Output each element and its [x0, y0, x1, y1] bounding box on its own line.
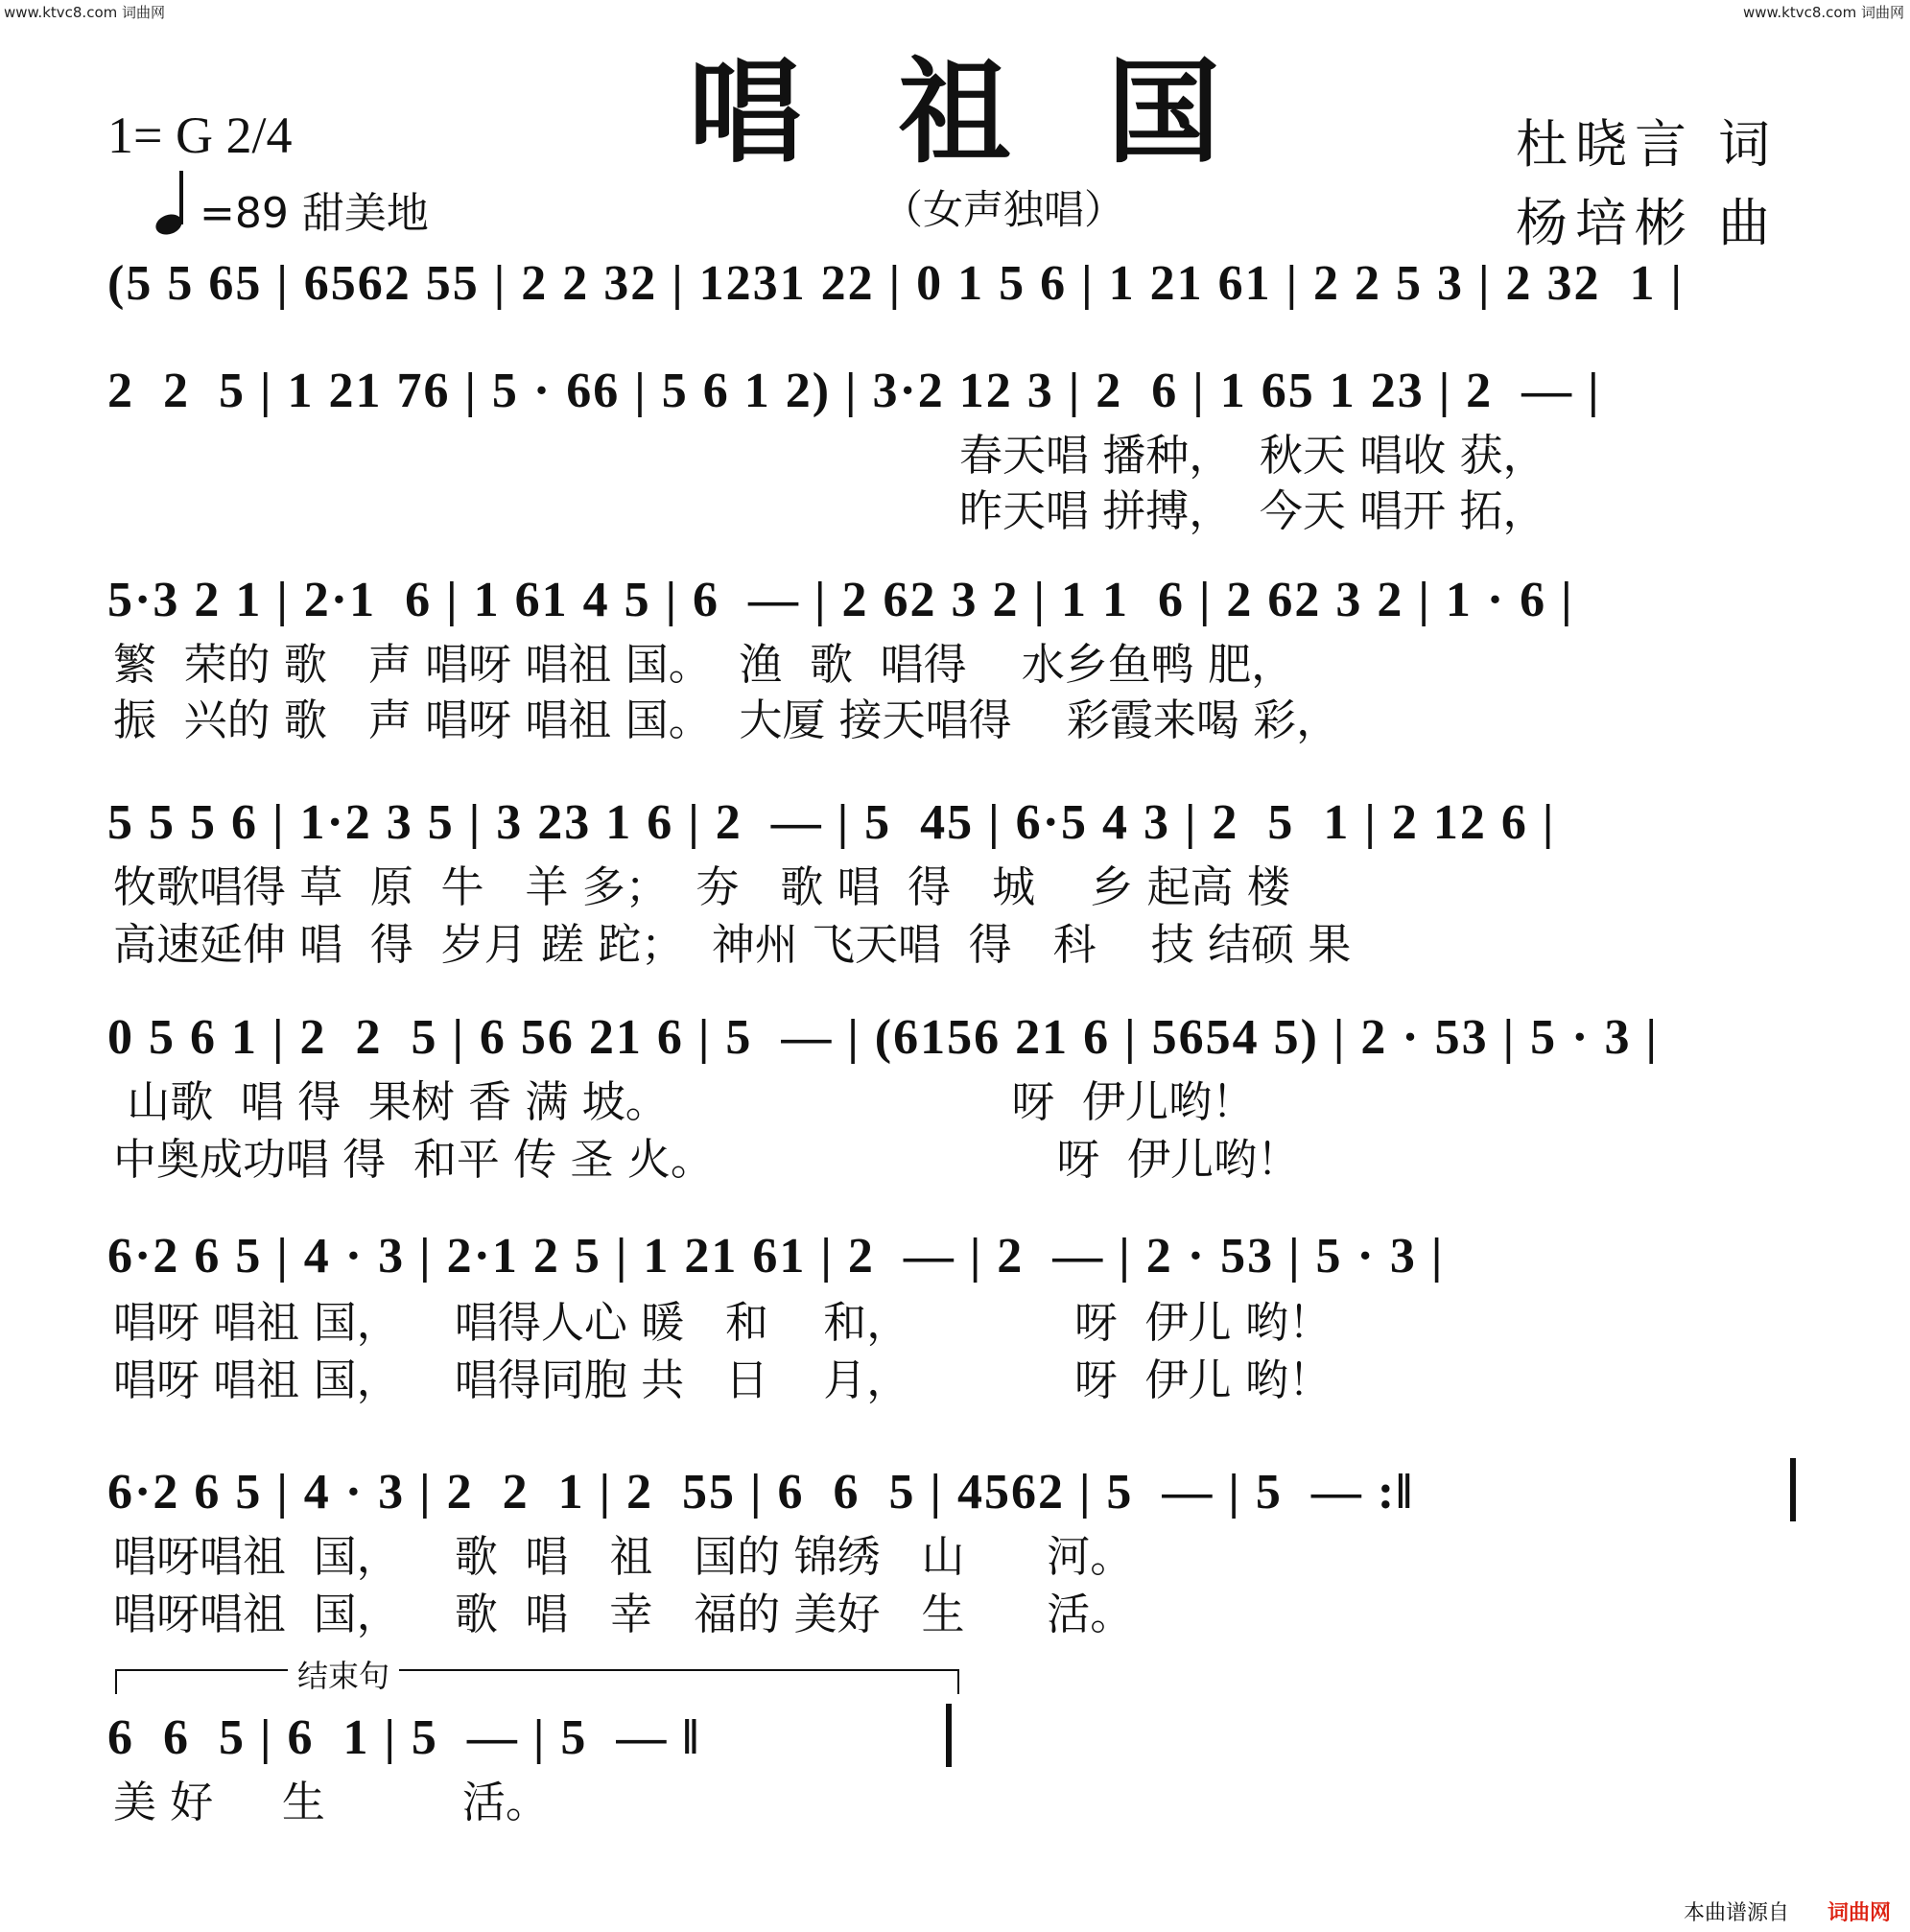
quarter-note-icon [153, 169, 198, 236]
footer-credit [1684, 1897, 1891, 1926]
ending-bracket [115, 1656, 959, 1694]
notation-line-2: 2 2 5 | 1 21 76 | 5 · 66 | 5 6 1 2) | 3·2 12 3 | 2 6 | 1 65 1 23 | 2 — | [107, 364, 1601, 418]
watermark-right: www.ktvc8.com 词曲网 [1742, 4, 1904, 21]
lyric-line-5a: 山歌 唱 得 果树 香 满 坡。 呀 伊儿哟！ [113, 1076, 1255, 1127]
notation-line-7: 6·2 6 5 | 4 · 3 | 2 2 1 | 2 55 | 6 6 5 | 4562 | 5 — | 5 — :‖ [107, 1465, 1415, 1520]
lyric-line-4b: 高速延伸 唱 得 岁月 蹉 跎； 神州 飞天唱 得 科 技 结硕 果 [113, 919, 1352, 970]
notation-line-1: (5 5 65 | 6562 55 | 2 2 32 | 1231 22 | 0 1 5 6 | 1 21 61 | 2 2 5 3 | 2 32 1 | [107, 256, 1684, 311]
notation-line-6: 6·2 6 5 | 4 · 3 | 2·1 2 5 | 1 21 61 | 2 — | 2 — | 2 · 53 | 5 · 3 | [107, 1229, 1445, 1284]
lyric-line-4a: 牧歌唱得 草 原 牛 羊 多； 夯 歌 唱 得 城 乡 起高 楼 [113, 861, 1290, 912]
lyric-line-6b: 唱呀 唱祖 国， 唱得同胞 共 日 月， 呀 伊儿 哟！ [113, 1355, 1332, 1405]
lyric-line-2a: 春天唱 播种， 秋天 唱收 获， [959, 430, 1546, 481]
ending-label: 结束句 [288, 1652, 399, 1696]
footer-brand[interactable]: 词曲网 [1827, 1901, 1891, 1925]
subtitle: （女声独唱） [883, 186, 1125, 233]
notation-line-5: 0 5 6 1 | 2 2 5 | 6 56 21 6 | 5 — | (6156 21 6 | 5654 5) | 2 · 53 | 5 · 3 | [107, 1010, 1659, 1065]
end-barline [946, 1704, 952, 1767]
tempo-marking: =89 甜美地 [200, 189, 429, 238]
notation-line-3: 5·3 2 1 | 2·1 6 | 1 61 4 5 | 6 — | 2 62 3 2 | 1 1 6 | 2 62 3 2 | 1 · 6 | [107, 573, 1574, 627]
lyric-line-3b: 振 兴的 歌 声 唱呀 唱祖 国。 大厦 接天唱得 彩霞来喝 彩， [113, 695, 1340, 745]
notation-line-8: 6 6 5 | 6 1 | 5 — | 5 — ‖ [107, 1710, 701, 1765]
lyricist: 杜晓言 词 [1516, 114, 1779, 175]
final-barline [1790, 1458, 1796, 1521]
lyric-line-8: 美 好 生 活。 [113, 1777, 549, 1827]
notation-line-4: 5 5 5 6 | 1·2 3 5 | 3 23 1 6 | 2 — | 5 45 | 6·5 4 3 | 2 5 1 | 2 12 6 | [107, 795, 1556, 850]
footer-text: 本曲谱源自 [1683, 1901, 1789, 1925]
lyric-line-2b: 昨天唱 拼搏， 今天 唱开 拓， [959, 485, 1546, 536]
composer: 杨培彬 曲 [1516, 193, 1779, 253]
lyric-line-7a: 唱呀唱祖 国， 歌 唱 祖 国的 锦绣 山 河。 [113, 1531, 1134, 1582]
lyric-line-5b: 中奥成功唱 得 和平 传 圣 火。 呀 伊儿哟！ [113, 1134, 1301, 1185]
page-title: 唱祖国 [689, 46, 1317, 178]
lyric-line-3a: 繁 荣的 歌 声 唱呀 唱祖 国。 渔 歌 唱得 水乡鱼鸭 肥， [113, 639, 1295, 690]
key-signature: 1= G 2/4 [107, 106, 293, 164]
lyric-line-6a: 唱呀 唱祖 国， 唱得人心 暖 和 和， 呀 伊儿 哟！ [113, 1297, 1332, 1348]
lyric-line-7b: 唱呀唱祖 国， 歌 唱 幸 福的 美好 生 活。 [113, 1589, 1134, 1639]
watermark-left: www.ktvc8.com 词曲网 [4, 4, 166, 21]
